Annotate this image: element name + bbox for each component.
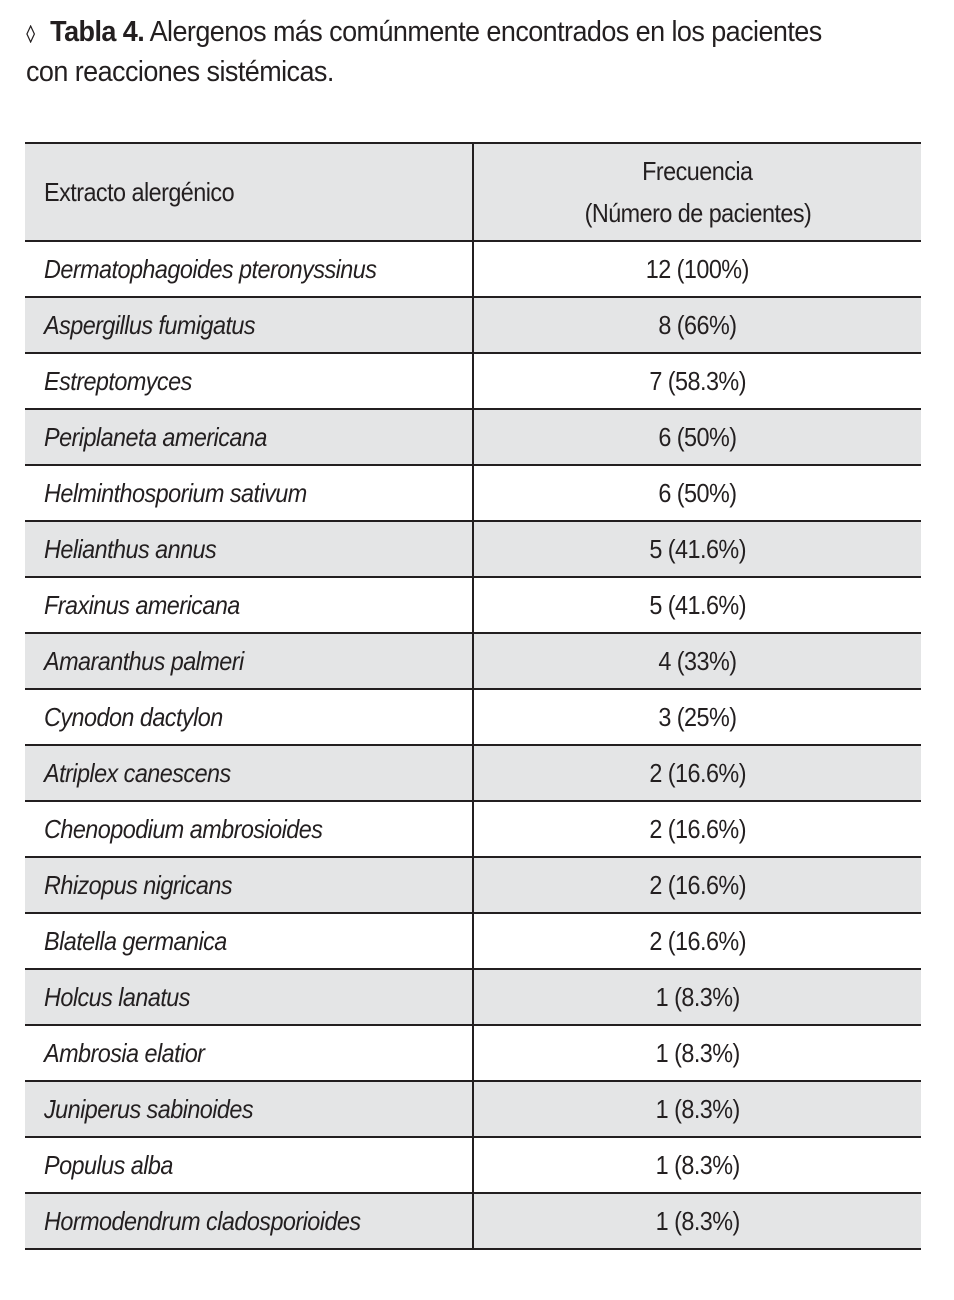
frequency-cell: 12 (100%) — [473, 241, 921, 297]
extract-cell: Fraxinus americana — [25, 577, 473, 633]
table-row — [25, 969, 921, 1025]
table-row — [25, 465, 921, 521]
table-row — [25, 1025, 921, 1081]
table-row — [25, 297, 921, 353]
frequency-cell: 2 (16.6%) — [473, 801, 921, 857]
frequency-cell: 1 (8.3%) — [473, 1193, 921, 1249]
extract-cell: Chenopodium ambrosioides — [25, 801, 473, 857]
frequency-cell: 8 (66%) — [473, 297, 921, 353]
table-row — [25, 913, 921, 969]
table-row — [25, 1137, 921, 1193]
extract-cell: Blatella germanica — [25, 913, 473, 969]
extract-cell: Amaranthus palmeri — [25, 633, 473, 689]
diamond-outline-icon — [26, 25, 35, 43]
frequency-cell: 2 (16.6%) — [473, 745, 921, 801]
extract-cell: Helminthosporium sativum — [25, 465, 473, 521]
table-row — [25, 577, 921, 633]
frequency-cell: 4 (33%) — [473, 633, 921, 689]
table-row — [25, 745, 921, 801]
frequency-cell: 1 (8.3%) — [473, 1081, 921, 1137]
frequency-cell: 6 (50%) — [473, 465, 921, 521]
extract-cell: Cynodon dactylon — [25, 689, 473, 745]
table-row — [25, 521, 921, 577]
frequency-cell: 5 (41.6%) — [473, 521, 921, 577]
table-row — [25, 1193, 921, 1249]
table-caption — [26, 12, 863, 92]
caption-text: Alergenos más comúnmente encontrados en los pacientes con reacciones sistémicas. — [26, 16, 822, 88]
table-row — [25, 689, 921, 745]
table-row — [25, 241, 921, 297]
frequency-cell: 2 (16.6%) — [473, 857, 921, 913]
extract-cell: Populus alba — [25, 1137, 473, 1193]
frequency-cell: 1 (8.3%) — [473, 969, 921, 1025]
extract-cell: Ambrosia elatior — [25, 1025, 473, 1081]
extract-cell: Atriplex canescens — [25, 745, 473, 801]
extract-cell: Helianthus annus — [25, 521, 473, 577]
extract-cell: Aspergillus fumigatus — [25, 297, 473, 353]
table-row — [25, 409, 921, 465]
extract-cell: Dermatophagoides pteronyssinus — [25, 241, 473, 297]
extract-cell: Rhizopus nigricans — [25, 857, 473, 913]
frequency-cell: 3 (25%) — [473, 689, 921, 745]
frequency-cell: 5 (41.6%) — [473, 577, 921, 633]
table-row — [25, 801, 921, 857]
frequency-cell: 1 (8.3%) — [473, 1025, 921, 1081]
table-row — [25, 1081, 921, 1137]
header-extract: Extracto alergénico — [25, 143, 473, 241]
table-row — [25, 633, 921, 689]
caption-label: Tabla 4. — [50, 16, 145, 48]
frequency-cell: 1 (8.3%) — [473, 1137, 921, 1193]
extract-cell: Juniperus sabinoides — [25, 1081, 473, 1137]
table-header-row — [25, 143, 921, 241]
extract-cell: Estreptomyces — [25, 353, 473, 409]
extract-cell: Hormodendrum cladosporioides — [25, 1193, 473, 1249]
extract-cell: Holcus lanatus — [25, 969, 473, 1025]
frequency-cell: 6 (50%) — [473, 409, 921, 465]
table-row — [25, 353, 921, 409]
table-row — [25, 857, 921, 913]
allergen-table — [25, 142, 921, 1250]
table-body — [25, 241, 921, 1249]
frequency-cell: 2 (16.6%) — [473, 913, 921, 969]
frequency-cell: 7 (58.3%) — [473, 353, 921, 409]
extract-cell: Periplaneta americana — [25, 409, 473, 465]
header-frequency: Frecuencia (Número de pacientes) — [473, 143, 921, 241]
